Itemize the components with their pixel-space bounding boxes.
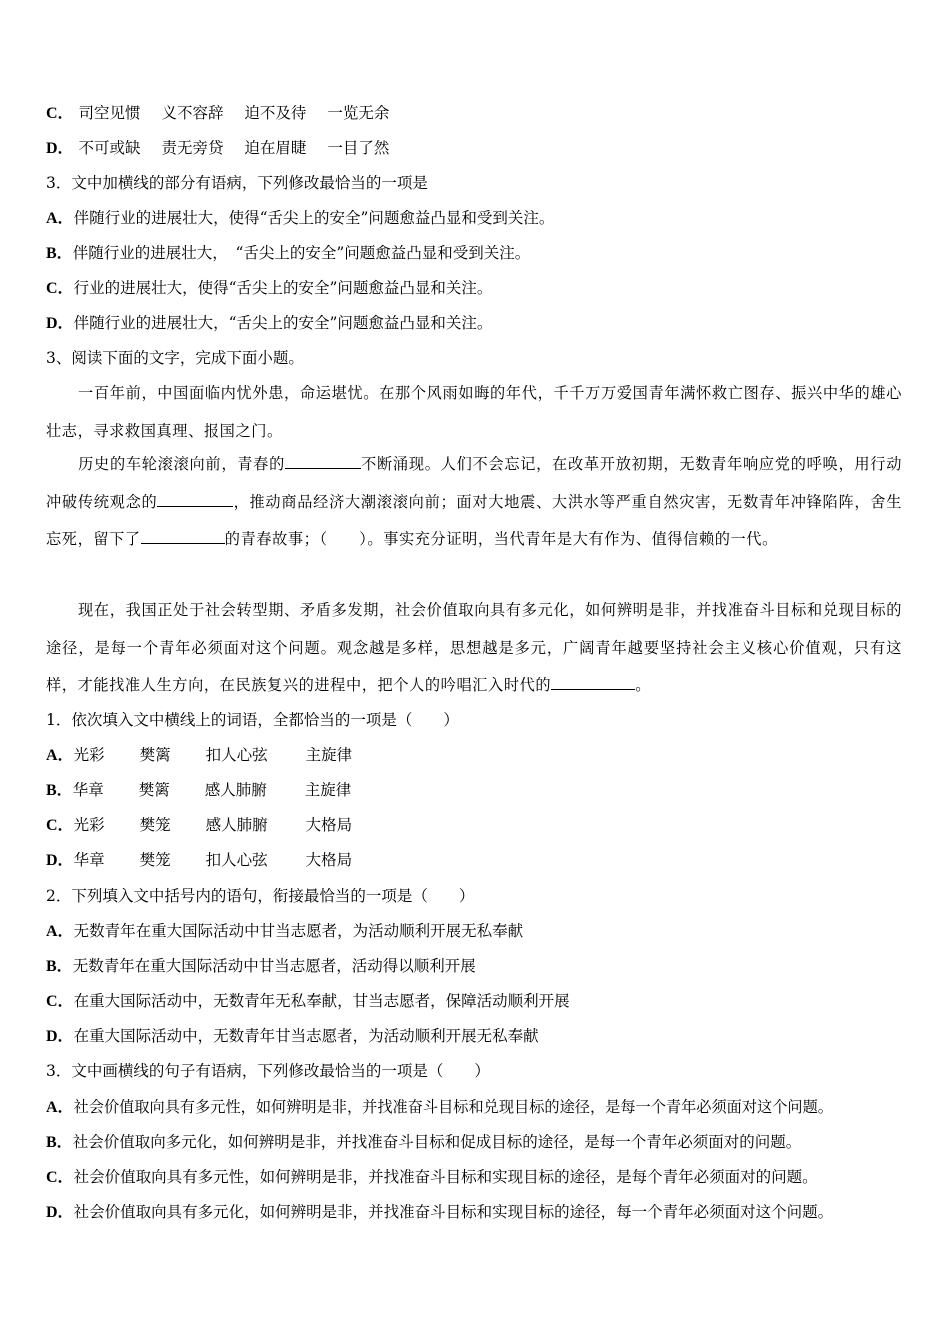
option-word: 主旋律 xyxy=(304,781,352,799)
option-word: 一目了然 xyxy=(327,139,390,157)
option-letter: B． xyxy=(46,958,73,975)
question-stem-text: 3．文中画横线的句子有语病，下列修改最恰当的一项是（ ） xyxy=(46,1062,490,1080)
option-word: 感人肺腑 xyxy=(205,816,268,834)
passage-text: 一百年前，中国面临内忧外患，命运堪忧。在那个风雨如晦的年代，千千万万爱国青年满怀救亡图存、振兴中华的雄心壮志，寻求救国真理、报国之门。 xyxy=(46,384,902,440)
option-letter: C． xyxy=(46,280,74,297)
option-text: 在重大国际活动中，无数青年无私奉献，甘当志愿者，保障活动顺利开展 xyxy=(73,992,570,1010)
option-word: 华章 xyxy=(72,781,104,799)
option-c-row xyxy=(46,1167,818,1188)
option-d-row xyxy=(46,1202,833,1223)
passage-paragraph-2 xyxy=(46,446,902,559)
option-text: 社会价值取向多元化，如何辨明是非，并找准奋斗目标和促成目标的途径，是每一个青年必须面对的问题。 xyxy=(72,1133,802,1151)
option-a-row xyxy=(46,208,554,229)
option-word: 责无旁贷 xyxy=(161,139,224,157)
option-letter: B． xyxy=(46,782,73,799)
option-b-row xyxy=(46,243,530,264)
option-a-row xyxy=(46,745,352,766)
option-word: 光彩 xyxy=(73,816,105,834)
option-word: 大格局 xyxy=(305,851,353,869)
option-letter: D． xyxy=(46,1204,74,1221)
section-heading xyxy=(46,348,304,368)
option-text: 在重大国际活动中，无数青年甘当志愿者，为活动顺利开展无私奉献 xyxy=(73,1027,539,1045)
option-word: 不可或缺 xyxy=(78,139,141,157)
option-word: 扣人心弦 xyxy=(205,746,268,764)
option-text: 伴随行业的进展壮大，使得“舌尖上的安全”问题愈益凸显和受到关注。 xyxy=(73,209,555,227)
question-stem-text: 3．文中加横线的部分有语病，下列修改最恰当的一项是 xyxy=(46,174,428,192)
question-stem-text: 2．下列填入文中括号内的语句，衔接最恰当的一项是（ ） xyxy=(46,887,475,905)
option-letter: A． xyxy=(46,923,74,940)
option-word: 迫不及待 xyxy=(244,104,307,122)
option-word: 感人肺腑 xyxy=(204,781,267,799)
option-letter: C． xyxy=(46,817,74,834)
question-stem xyxy=(46,173,428,193)
option-letter: D． xyxy=(46,140,74,157)
passage-text: 历史的车轮滚滚向前，青春的 xyxy=(78,455,285,473)
option-letter: D． xyxy=(46,315,74,332)
option-letter: D． xyxy=(46,1028,74,1045)
option-word: 迫在眉睫 xyxy=(244,139,307,157)
option-text: 社会价值取向具有多元化，如何辨明是非，并找准奋斗目标和实现目标的途径，每一个青年必须面对这个问题。 xyxy=(73,1203,834,1221)
option-letter: C． xyxy=(46,105,74,122)
option-word: 樊篱 xyxy=(139,746,171,764)
option-d-row xyxy=(46,138,389,159)
question-stem xyxy=(46,1061,490,1081)
option-letter: B． xyxy=(46,1134,73,1151)
option-letter: A． xyxy=(46,1099,74,1116)
option-word: 扣人心弦 xyxy=(205,851,268,869)
option-d-row xyxy=(46,313,492,334)
option-c-row xyxy=(46,278,492,299)
passage-text: ，推动商品经济大潮滚滚向前；面对大地震、大洪水等严重自然灾害，无数青年冲锋陷阵，舍生忘死，留下了 xyxy=(46,492,903,548)
option-b-row xyxy=(46,780,351,801)
option-letter: C． xyxy=(46,993,74,1010)
passage-text: 的青春故事；（ ）。事实充分证明，当代青年是大有作为、值得信赖的一代。 xyxy=(224,530,778,548)
option-b-row xyxy=(46,1132,801,1153)
section-heading-text: 3、阅读下面的文字，完成下面小题。 xyxy=(46,349,304,367)
passage-paragraph-1 xyxy=(46,375,902,450)
option-text: 行业的进展壮大，使得“舌尖上的安全”问题愈益凸显和关注。 xyxy=(73,279,493,297)
option-c-row xyxy=(46,815,352,836)
passage-text: 不断涌现。人们不会忘记，在改革开放初期，无数青年响应党的呼唤，用行动冲破传统观念的 xyxy=(46,455,902,511)
option-word: 义不容辞 xyxy=(161,104,224,122)
fill-blank xyxy=(141,527,225,544)
option-a-row xyxy=(46,921,523,942)
fill-blank xyxy=(285,452,361,469)
option-word: 大格局 xyxy=(305,816,353,834)
question-stem xyxy=(46,886,474,906)
option-c-row xyxy=(46,103,389,124)
option-a-row xyxy=(46,1097,833,1118)
passage-paragraph-3 xyxy=(46,592,902,705)
option-word: 樊笼 xyxy=(139,816,171,834)
option-word: 华章 xyxy=(73,851,105,869)
option-letter: A． xyxy=(46,747,74,764)
option-d-row xyxy=(46,1026,539,1047)
option-word: 司空见惯 xyxy=(78,104,141,122)
fill-blank xyxy=(157,490,233,507)
option-letter: D． xyxy=(46,852,74,869)
option-word: 光彩 xyxy=(73,746,105,764)
option-c-row xyxy=(46,991,570,1012)
question-stem xyxy=(46,710,459,730)
option-text: 伴随行业的进展壮大， “舌尖上的安全”问题愈益凸显和受到关注。 xyxy=(72,244,531,262)
passage-text: 。 xyxy=(635,676,651,694)
question-stem-text: 1．依次填入文中横线上的词语，全都恰当的一项是（ ） xyxy=(46,711,459,729)
option-letter: B． xyxy=(46,245,73,262)
passage-text: 现在，我国正处于社会转型期、矛盾多发期，社会价值取向具有多元化，如何辨明是非，并找准奋斗目标和兑现目标的途径，是每一个青年必须面对这个问题。观念越是多样，思想越是多元，广阔青年越要坚持社会主义核心价值观，只有这样，才能找准人生方向，在民族复兴的进程中，把个人的吟唱汇入时代的 xyxy=(46,601,902,694)
option-letter: A． xyxy=(46,210,74,227)
option-b-row xyxy=(46,956,476,977)
option-text: 社会价值取向具有多元性，如何辨明是非，并找准奋斗目标和实现目标的途径，是每个青年必须面对的问题。 xyxy=(73,1168,818,1186)
option-text: 社会价值取向具有多元性，如何辨明是非，并找准奋斗目标和兑现目标的途径，是每一个青年必须面对这个问题。 xyxy=(73,1098,833,1116)
option-word: 樊笼 xyxy=(139,851,171,869)
option-letter: C． xyxy=(46,1169,74,1186)
option-d-row xyxy=(46,850,352,871)
option-text: 伴随行业的进展壮大，“舌尖上的安全”问题愈益凸显和关注。 xyxy=(73,314,493,332)
option-word: 樊篱 xyxy=(138,781,170,799)
option-word: 一览无余 xyxy=(327,104,390,122)
fill-blank xyxy=(551,673,635,690)
option-text: 无数青年在重大国际活动中甘当志愿者，为活动顺利开展无私奉献 xyxy=(73,922,524,940)
option-text: 无数青年在重大国际活动中甘当志愿者，活动得以顺利开展 xyxy=(72,957,476,975)
option-word: 主旋律 xyxy=(305,746,353,764)
